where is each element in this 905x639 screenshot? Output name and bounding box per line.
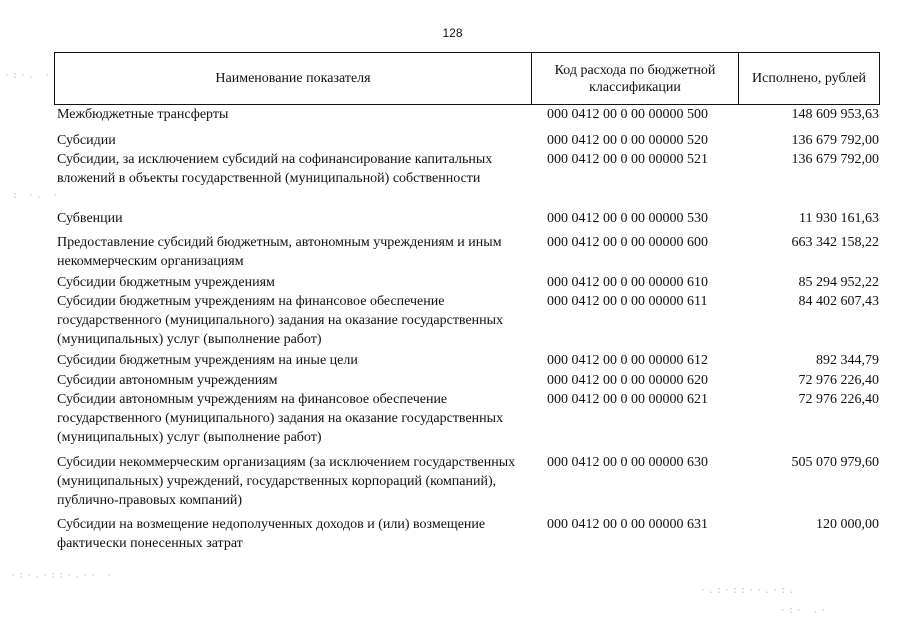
scan-noise: ·:· .· (780, 605, 829, 616)
row-code: 000 0412 00 0 00 00000 600 (547, 235, 708, 250)
header-code-column: Код расхода по бюджетной классификации (532, 53, 739, 104)
row-code: 000 0412 00 0 00 00000 521 (547, 152, 708, 167)
row-name: Предоставление субсидий бюджетным, автономным учреждениям и иным некоммерческим организациям (57, 235, 502, 269)
row-name: Субсидии, за исключением субсидий на софинансирование капитальных вложений в объекты государственной (муниципальной) собственности (57, 152, 493, 186)
row-amount: 505 070 979,60 (791, 455, 879, 470)
scan-noise: ·.:·::··.·:. (700, 585, 797, 596)
row-amount: 11 930 161,63 (799, 211, 879, 226)
row-code: 000 0412 00 0 00 00000 500 (547, 107, 708, 122)
row-code: 000 0412 00 0 00 00000 520 (547, 133, 708, 148)
row-name: Субсидии некоммерческим организациям (за исключением государственных (муниципальных) учреждений, государственных корпораций (компаний), публично-правовых компаний) (57, 455, 516, 508)
header-name-column: Наименование показателя (55, 53, 532, 104)
row-amount: 148 609 953,63 (791, 107, 879, 122)
scan-noise: : ·. · (12, 190, 61, 201)
row-name: Субсидии бюджетным учреждениям на финансовое обеспечение государственного (муниципального) задания на оказание государственных (муниципальных) услуг (выполнение работ) (57, 294, 504, 347)
row-code: 000 0412 00 0 00 00000 620 (547, 373, 708, 388)
row-code: 000 0412 00 0 00 00000 631 (547, 517, 708, 532)
row-amount: 72 976 226,40 (798, 392, 879, 407)
row-amount: 892 344,79 (816, 353, 879, 368)
row-amount: 136 679 792,00 (791, 133, 879, 148)
row-name: Субсидии автономным учреждениям (57, 373, 278, 388)
row-name: Субсидии на возмещение недополученных доходов и (или) возмещение фактически понесенных затрат (57, 517, 486, 551)
row-name: Межбюджетные трансферты (57, 107, 229, 122)
row-name: Субсидии бюджетным учреждениям на иные цели (57, 353, 358, 368)
page-number: 128 (442, 26, 463, 40)
row-name: Субсидии (57, 133, 116, 148)
row-code: 000 0412 00 0 00 00000 530 (547, 211, 708, 226)
row-amount: 663 342 158,22 (791, 235, 879, 250)
scan-noise: ·:·.·::·.·· · (10, 570, 115, 581)
row-code: 000 0412 00 0 00 00000 621 (547, 392, 708, 407)
row-name: Субсидии автономным учреждениям на финансовое обеспечение государственного (муниципального) задания на оказание государственных (муниципальных) услуг (выполнение работ) (57, 392, 504, 445)
scan-noise: ·:·. · (4, 70, 53, 81)
row-amount: 120 000,00 (816, 517, 879, 532)
row-code: 000 0412 00 0 00 00000 612 (547, 353, 708, 368)
row-name: Субсидии бюджетным учреждениям (57, 275, 275, 290)
row-amount: 72 976 226,40 (798, 373, 879, 388)
row-amount: 84 402 607,43 (798, 294, 879, 309)
row-amount: 85 294 952,22 (798, 275, 879, 290)
row-code: 000 0412 00 0 00 00000 611 (547, 294, 708, 309)
header-amount-column: Исполнено, рублей (752, 71, 866, 86)
row-code: 000 0412 00 0 00 00000 630 (547, 455, 708, 470)
row-name: Субвенции (57, 211, 123, 226)
row-amount: 136 679 792,00 (791, 152, 879, 167)
row-code: 000 0412 00 0 00 00000 610 (547, 275, 708, 290)
